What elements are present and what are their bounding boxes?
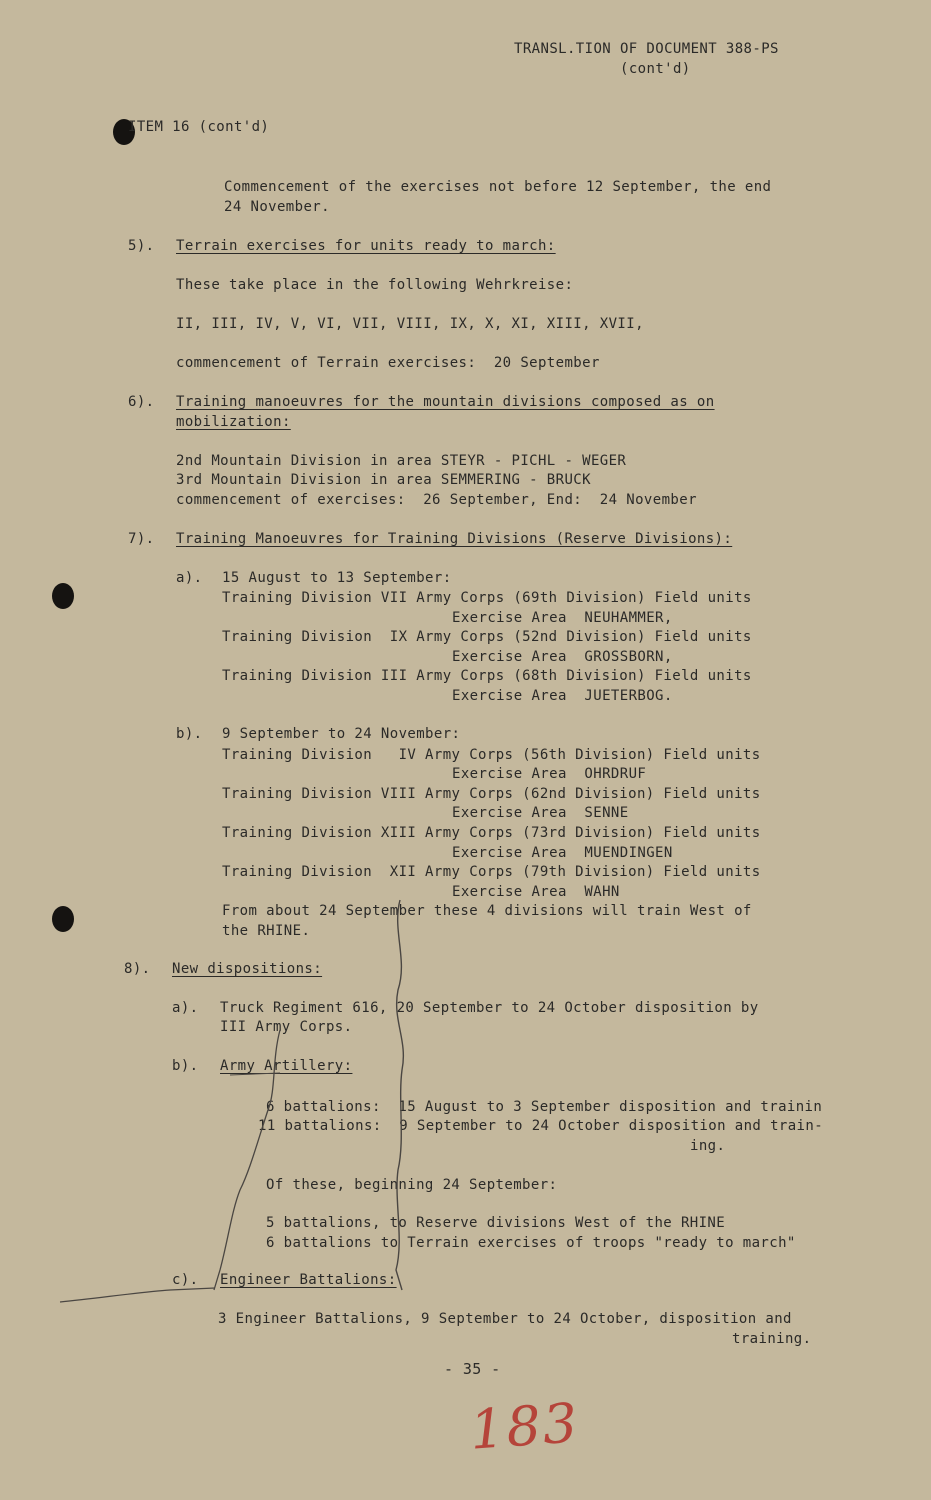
section-7a-line-1: Training Division VII Army Corps (69th Division) Field units [222,590,752,606]
intro-line-1: Commencement of the exercises not before 12 September, the end [224,179,772,195]
section-7a-line-3: Training Division IX Army Corps (52nd Division) Field units [222,629,752,645]
section-7b-line-1: Training Division IV Army Corps (56th Division) Field units [222,747,761,763]
page-number: - 35 - [444,1360,501,1378]
document-contd: (cont'd) [620,61,691,77]
section-6-line-2: 3rd Mountain Division in area SEMMERING - BRUCK [176,472,591,488]
section-7b-line-7: Training Division XII Army Corps (79th Division) Field units [222,864,761,880]
section-7b-line-3: Training Division VIII Army Corps (62nd Division) Field units [222,786,761,802]
section-8a-line-1: Truck Regiment 616, 20 September to 24 October disposition by [220,1000,759,1016]
section-5-line-2: II, III, IV, V, VI, VII, VIII, IX, X, XI, XIII, XVII, [176,316,644,332]
section-7a-line-5: Training Division III Army Corps (68th Division) Field units [222,668,752,684]
section-8a-line-2: III Army Corps. [220,1019,353,1035]
section-7a-line-6: Exercise Area JUETERBOG. [452,688,673,704]
section-8b-heading: Army Artillery: [220,1058,353,1074]
section-8b-line-5: 5 battalions, to Reserve divisions West of the RHINE [266,1215,726,1231]
intro-line-2: 24 November. [224,199,330,215]
section-7b-line-2: Exercise Area OHRDRUF [452,766,647,782]
section-8b-line-3: ing. [690,1138,726,1154]
section-6-heading-2: mobilization: [176,414,291,430]
section-7-number: 7). [128,531,155,547]
section-5-line-3: commencement of Terrain exercises: 20 September [176,355,600,371]
section-7a-line-4: Exercise Area GROSSBORN, [452,649,673,665]
section-7b-line-10: the RHINE. [222,923,311,939]
section-5-heading: Terrain exercises for units ready to march: [176,238,556,254]
section-7-heading: Training Manoeuvres for Training Divisions (Reserve Divisions): [176,531,733,547]
section-8-number: 8). [124,961,151,977]
section-7b-dates: 9 September to 24 November: [222,726,461,742]
section-6-heading-1: Training manoeuvres for the mountain divisions composed as on [176,394,715,410]
section-8-heading: New dispositions: [172,961,323,977]
section-8c-line-2: training. [732,1331,812,1347]
section-8b-line-4: Of these, beginning 24 September: [266,1177,558,1193]
section-6-line-1: 2nd Mountain Division in area STEYR - PICHL - WEGER [176,453,627,469]
section-7a-label: a). [176,570,203,586]
section-7b-line-4: Exercise Area SENNE [452,805,629,821]
section-8b-label: b). [172,1058,199,1074]
section-8c-label: c). [172,1272,199,1288]
section-5-number: 5). [128,238,155,254]
section-6-line-3: commencement of exercises: 26 September, End: 24 November [176,492,697,508]
section-8c-heading: Engineer Battalions: [220,1272,397,1288]
section-7b-label: b). [176,726,203,742]
section-7b-line-8: Exercise Area WAHN [452,884,620,900]
section-8b-line-6: 6 battalions to Terrain exercises of troops "ready to march" [266,1235,796,1251]
section-7b-line-9: From about 24 September these 4 divisions will train West of [222,903,752,919]
section-7b-line-5: Training Division XIII Army Corps (73rd Division) Field units [222,825,761,841]
section-7a-line-2: Exercise Area NEUHAMMER, [452,610,673,626]
item-heading: ITEM 16 (cont'd) [128,119,270,135]
section-8b-line-2: 11 battalions: 9 September to 24 October disposition and train- [258,1118,824,1134]
section-8a-label: a). [172,1000,199,1016]
section-7a-dates: 15 August to 13 September: [222,570,452,586]
section-7b-line-6: Exercise Area MUENDINGEN [452,845,673,861]
handwritten-page-number: 183 [467,1391,582,1462]
document-title: TRANSL.TION OF DOCUMENT 388-PS [514,41,779,57]
section-8b-line-1: 6 battalions: 15 August to 3 September disposition and trainin [266,1099,823,1115]
section-6-number: 6). [128,394,155,410]
section-5-line-1: These take place in the following Wehrkreise: [176,277,574,293]
section-8c-line-1: 3 Engineer Battalions, 9 September to 24 October, disposition and [218,1311,792,1327]
